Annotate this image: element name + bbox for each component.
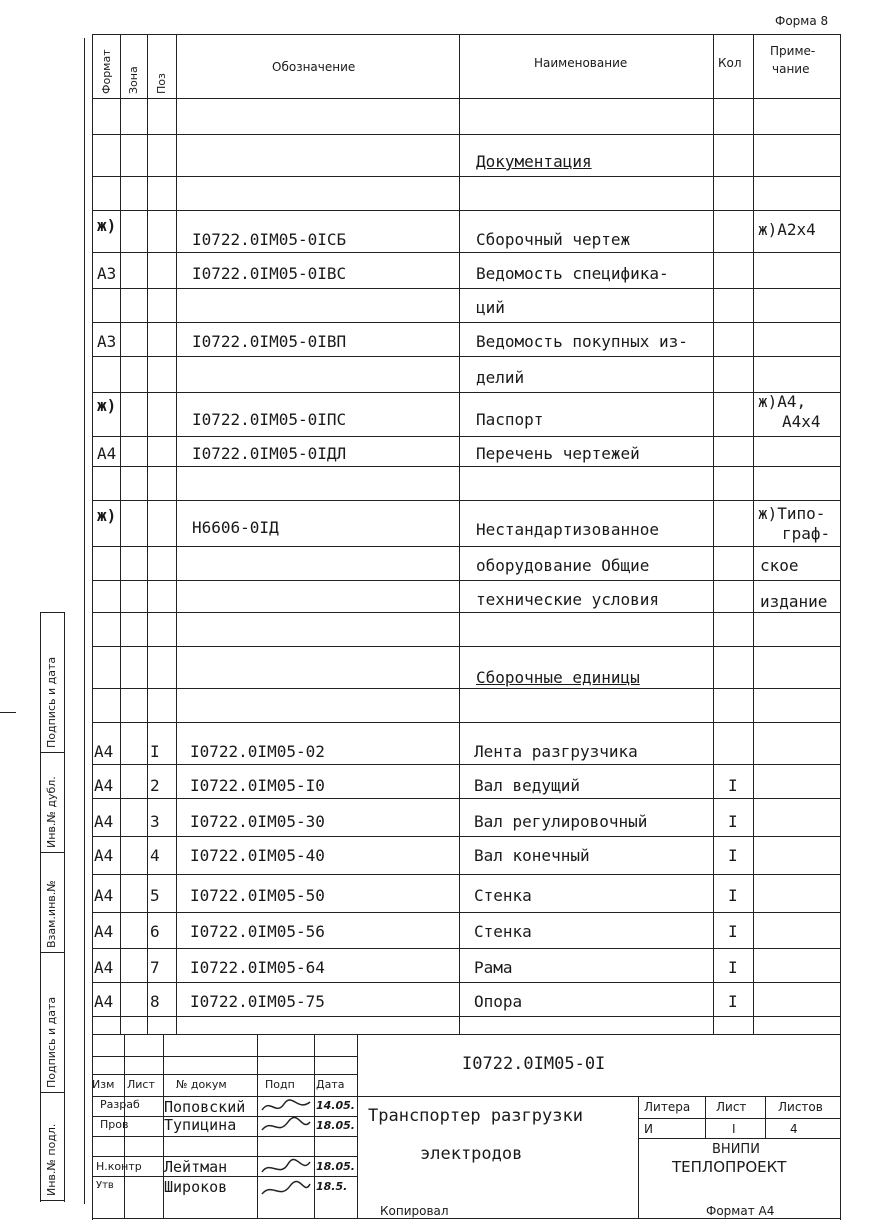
- form-label: Форма 8: [775, 14, 829, 28]
- row-line: [92, 580, 840, 581]
- side-line: [40, 1092, 64, 1093]
- row-line: [92, 612, 840, 613]
- tb-line: [92, 1056, 357, 1057]
- row-line: [92, 176, 840, 177]
- item-quantity: I: [728, 922, 738, 941]
- cell-note: ское: [760, 556, 799, 575]
- item-name: Рама: [474, 958, 513, 977]
- tb-line: [92, 1096, 357, 1097]
- prov-label: Пров: [100, 1118, 129, 1131]
- item-designation: I0722.0IM05-75: [190, 992, 325, 1011]
- razrab-name: Поповский: [164, 1098, 246, 1116]
- side-line: [40, 852, 64, 853]
- cell-note: ж)Типо-: [758, 504, 826, 523]
- row-line: [92, 210, 840, 211]
- item-position: 8: [150, 992, 160, 1011]
- side-inv-podl: Инв.№ подл.: [45, 1123, 58, 1196]
- cell-designation: Н6606-0IД: [192, 518, 279, 537]
- cell-format: А3: [97, 264, 117, 283]
- col-line: [459, 34, 460, 1034]
- row-line: [92, 322, 840, 323]
- tb-line: [638, 1118, 840, 1119]
- org-line1: ВНИПИ: [712, 1142, 760, 1157]
- cell-format: ж): [97, 396, 117, 415]
- header-bottom: [92, 98, 840, 99]
- row-line: [92, 688, 840, 689]
- cell-name: Ведомость покупных из-: [476, 332, 688, 351]
- col-line: [753, 34, 754, 1034]
- cell-note: ж)А2х4: [758, 220, 816, 239]
- nkontr-label: Н.контр: [96, 1160, 142, 1173]
- tb-line: [357, 1034, 358, 1218]
- col-podp: Подп: [265, 1078, 295, 1091]
- item-format: А4: [94, 886, 114, 905]
- row-line: [92, 722, 840, 723]
- org-line2: ТЕПЛОПРОЕКТ: [672, 1158, 787, 1176]
- footer-format: Формат А4: [706, 1204, 775, 1218]
- tb-line: [92, 1176, 357, 1177]
- cell-name: Нестандартизованное: [476, 520, 660, 539]
- frame-top: [92, 34, 840, 35]
- signatures: [258, 1096, 314, 1216]
- listov-label: Листов: [778, 1100, 823, 1114]
- row-line: [92, 764, 840, 765]
- item-position: I: [150, 742, 160, 761]
- frame-left: [92, 34, 93, 1220]
- section-title-docs: Документация: [476, 152, 592, 171]
- item-position: 4: [150, 846, 160, 865]
- row-line: [92, 546, 840, 547]
- tb-line: [357, 1096, 840, 1097]
- cell-designation: I0722.0IM05-0IДЛ: [192, 444, 347, 463]
- row-line: [92, 874, 840, 875]
- item-quantity: I: [728, 886, 738, 905]
- prov-date: 18.05.: [316, 1119, 355, 1132]
- product-title-line2: электродов: [420, 1144, 523, 1164]
- tb-line: [765, 1096, 766, 1138]
- item-position: 5: [150, 886, 160, 905]
- product-title-line1: Транспортер разгрузки: [368, 1106, 583, 1126]
- col-izm: Изм: [92, 1078, 115, 1091]
- row-line: [92, 392, 840, 393]
- row-line: [92, 798, 840, 799]
- footer-copied: Копировал: [380, 1204, 449, 1218]
- list-value: I: [732, 1122, 736, 1136]
- row-line: [92, 912, 840, 913]
- row-line: [92, 500, 840, 501]
- utv-label: Утв: [96, 1180, 114, 1191]
- cell-designation: I0722.0IM05-0IВС: [192, 264, 347, 283]
- item-name: Опора: [474, 992, 523, 1011]
- item-format: А4: [94, 776, 114, 795]
- margin-mark: [0, 712, 16, 713]
- utv-date: 18.5.: [316, 1180, 348, 1193]
- razrab-label: Разраб: [100, 1098, 140, 1111]
- row-line: [92, 646, 840, 647]
- item-name: Лента разгрузчика: [474, 742, 638, 761]
- side-line: [64, 612, 65, 1202]
- row-line: [92, 1016, 840, 1017]
- tb-line: [638, 1138, 840, 1139]
- header-pos: Поз: [155, 73, 168, 94]
- header-zone: Зона: [127, 66, 140, 94]
- header-format: Формат: [100, 49, 113, 94]
- tb-line: [314, 1034, 315, 1218]
- litera-label: Литера: [644, 1100, 691, 1114]
- item-designation: I0722.0IM05-50: [190, 886, 325, 905]
- cell-name: Паспорт: [476, 410, 544, 429]
- item-designation: I0722.0IM05-64: [190, 958, 325, 977]
- item-name: Вал ведущий: [474, 776, 580, 795]
- cell-name: Ведомость спецификa-: [476, 264, 669, 283]
- item-position: 7: [150, 958, 160, 977]
- tb-line: [92, 1034, 840, 1035]
- cell-note: А4х4: [782, 412, 821, 431]
- tb-line: [92, 1136, 357, 1137]
- col-line: [176, 34, 177, 1034]
- cell-note: издание: [760, 592, 828, 611]
- tb-line: [705, 1096, 706, 1138]
- cell-format: А3: [97, 332, 117, 351]
- item-quantity: I: [728, 776, 738, 795]
- row-line: [92, 982, 840, 983]
- cell-name: технические условия: [476, 590, 660, 609]
- item-name: Стенка: [474, 922, 532, 941]
- section-title-assembly: Сборочные единицы: [476, 668, 640, 687]
- col-line: [147, 34, 148, 1034]
- item-format: А4: [94, 922, 114, 941]
- item-position: 3: [150, 812, 160, 831]
- side-line: [40, 1200, 64, 1201]
- litera-value: И: [644, 1122, 653, 1136]
- item-designation: I0722.0IM05-02: [190, 742, 325, 761]
- item-quantity: I: [728, 812, 738, 831]
- cell-name: делий: [476, 368, 525, 387]
- tb-line: [92, 1074, 357, 1075]
- item-name: Вал регулировочный: [474, 812, 648, 831]
- col-doc: № докум: [176, 1078, 227, 1091]
- row-line: [92, 288, 840, 289]
- cell-designation: I0722.0IM05-0IПС: [192, 410, 347, 429]
- row-line: [92, 948, 840, 949]
- item-format: А4: [94, 742, 114, 761]
- item-format: А4: [94, 812, 114, 831]
- item-quantity: I: [728, 992, 738, 1011]
- header-designation: Обозначение: [272, 60, 356, 74]
- listov-value: 4: [790, 1122, 798, 1136]
- frame-right: [840, 34, 841, 1220]
- item-quantity: I: [728, 958, 738, 977]
- header-note2: чание: [772, 62, 810, 76]
- side-line: [40, 612, 64, 613]
- side-line: [40, 752, 64, 753]
- side-sign-date: Подпись и дата: [45, 656, 58, 748]
- cell-name: ций: [476, 298, 505, 317]
- row-line: [92, 836, 840, 837]
- col-line: [713, 34, 714, 1034]
- header-name: Наименование: [534, 56, 628, 70]
- cell-format: А4: [97, 444, 117, 463]
- nkontr-date: 18.05.: [316, 1160, 355, 1173]
- row-line: [92, 466, 840, 467]
- list-label: Лист: [716, 1100, 747, 1114]
- header-qty: Кол: [718, 56, 742, 70]
- item-name: Вал конечный: [474, 846, 590, 865]
- item-designation: I0722.0IM05-I0: [190, 776, 325, 795]
- cell-designation: I0722.0IM05-0IСБ: [192, 230, 347, 249]
- item-format: А4: [94, 846, 114, 865]
- row-line: [92, 252, 840, 253]
- item-designation: I0722.0IM05-56: [190, 922, 325, 941]
- side-line: [40, 952, 64, 953]
- row-line: [92, 436, 840, 437]
- cell-designation: I0722.0IM05-0IВП: [192, 332, 347, 351]
- row-line: [92, 356, 840, 357]
- cell-format: ж): [97, 216, 117, 235]
- tb-line: [638, 1096, 639, 1218]
- item-name: Стенка: [474, 886, 532, 905]
- item-format: А4: [94, 958, 114, 977]
- side-line: [40, 612, 41, 1202]
- cell-format: ж): [97, 506, 117, 525]
- item-position: 2: [150, 776, 160, 795]
- tb-line: [92, 1156, 357, 1157]
- item-designation: I0722.0IM05-40: [190, 846, 325, 865]
- side-sign-date-2: Подпись и дата: [45, 996, 58, 1088]
- margin-line: [84, 38, 85, 1204]
- prov-name: Тупицина: [164, 1116, 237, 1134]
- item-format: А4: [94, 992, 114, 1011]
- doc-number: I0722.0IM05-0I: [462, 1054, 606, 1074]
- item-quantity: I: [728, 846, 738, 865]
- col-line: [120, 34, 121, 1034]
- cell-name: оборудование Общие: [476, 556, 650, 575]
- cell-note: ж)А4,: [758, 392, 807, 411]
- side-vzam: Взам.инв.№: [45, 880, 58, 948]
- frame-bottom: [92, 1218, 840, 1219]
- razrab-date: 14.05.: [316, 1099, 355, 1112]
- cell-note: граф-: [782, 524, 831, 543]
- utv-name: Широков: [164, 1178, 228, 1196]
- item-designation: I0722.0IM05-30: [190, 812, 325, 831]
- item-position: 6: [150, 922, 160, 941]
- col-list: Лист: [127, 1078, 155, 1091]
- nkontr-name: Лейтман: [164, 1158, 228, 1176]
- col-data: Дата: [316, 1078, 345, 1091]
- cell-name: Сборочный чертеж: [476, 230, 631, 249]
- side-inv-dubl: Инв.№ дубл.: [45, 776, 58, 848]
- row-line: [92, 134, 840, 135]
- header-note1: Приме-: [770, 44, 816, 58]
- cell-name: Перечень чертежей: [476, 444, 640, 463]
